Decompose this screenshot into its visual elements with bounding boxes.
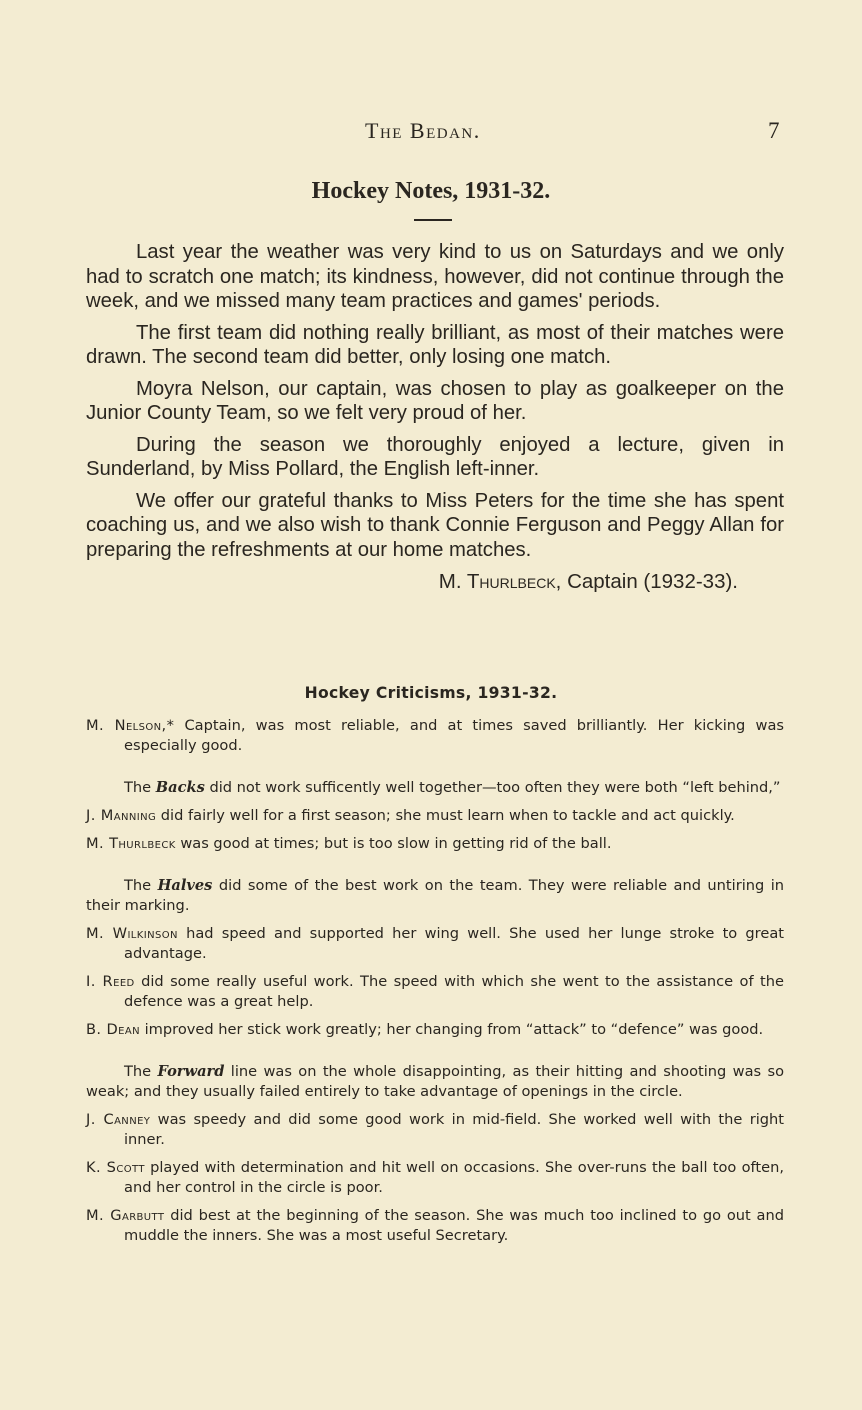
position-term: Backs [155, 779, 205, 796]
player-name: M. Nelson,* [86, 717, 175, 734]
player-comment: improved her stick work greatly; her changing from “attack” to “defence” was good. [144, 1021, 764, 1038]
backs-intro [86, 778, 784, 798]
notes-paragraph: Moyra Nelson, our captain, was chosen to play as goalkeeper on the Junior County Team, so we felt very proud of her. [86, 377, 784, 424]
player-comment: was speedy and did some good work in mid-field. She worked well with the right inner. [124, 1111, 784, 1148]
player-name: M. Garbutt [86, 1207, 165, 1224]
player-entry [86, 1110, 784, 1150]
player-comment: did fairly well for a first season; she must learn when to tackle and act quickly. [160, 807, 735, 824]
player-name: J. Canney [86, 1111, 151, 1128]
page-number: 7 [768, 118, 780, 143]
player-comment: did best at the beginning of the season. She was much too inclined to go out and muddle the inners. She was a most useful Secretary. [124, 1207, 785, 1244]
forwards-intro [86, 1062, 784, 1102]
player-name: M. Wilkinson [86, 925, 178, 942]
player-name: B. Dean [86, 1021, 140, 1038]
intro-text: line was on the whole disappointing, as their hitting and shooting was so weak; and they usually failed entirely to take advantage of openings in the circle. [86, 1063, 785, 1100]
player-entry [86, 1206, 784, 1246]
player-entry [86, 972, 784, 1012]
hockey-criticisms-title: Hockey Criticisms, 1931-32. [304, 684, 558, 702]
intro-lead: The [124, 779, 152, 796]
player-name: I. Reed [86, 973, 135, 990]
hockey-criticisms-body [86, 716, 784, 1254]
player-name: K. Scott [86, 1159, 145, 1176]
running-title: The Bedan. [365, 118, 481, 143]
player-entry [86, 924, 784, 964]
player-entry [86, 716, 784, 756]
intro-text: did some of the best work on the team. They were reliable and untiring in their marking. [86, 877, 785, 914]
player-entry [86, 1020, 784, 1040]
intro-lead: The [124, 877, 152, 894]
player-comment: was good at times; but is too slow in getting rid of the ball. [180, 835, 612, 852]
hockey-notes-title: Hockey Notes, 1931-32. [311, 178, 551, 204]
position-term: Halves [157, 877, 213, 894]
player-entry [86, 834, 784, 854]
notes-paragraph: During the season we thoroughly enjoyed a lecture, given in Sunderland, by Miss Pollard, the English left-inner. [86, 433, 784, 480]
hockey-notes-body [86, 240, 784, 594]
notes-paragraph: We offer our grateful thanks to Miss Peters for the time she has spent coaching us, and we also wish to thank Connie Ferguson and Peggy Allan for preparing the refreshments at our home matches. [86, 489, 784, 561]
notes-paragraph: Last year the weather was very kind to us on Saturdays and we only had to scratch one match; its kindness, however, did not continue through the week, and we missed many team practices and games' periods. [86, 241, 784, 312]
signature-name: M. Thurlbeck, [438, 570, 562, 593]
player-comment: Captain, was most reliable, and at times saved brilliantly. Her kicking was especially good. [124, 717, 784, 754]
player-comment: played with determination and hit well on occasions. She over-runs the ball too often, and her control in the circle is poor. [124, 1159, 785, 1196]
running-header [0, 118, 862, 148]
signature-role: Captain (1932-33). [567, 570, 738, 593]
intro-text: did not work sufficently well together—too often they were both “left behind,” [209, 779, 781, 796]
intro-lead: The [124, 1063, 152, 1080]
player-comment: did some really useful work. The speed with which she went to the assistance of the defence was a great help. [124, 973, 784, 1010]
player-entry [86, 1158, 784, 1198]
position-term: Forward [157, 1063, 225, 1080]
player-name: J. Manning [86, 807, 157, 824]
notes-signature [86, 570, 738, 594]
title-divider [414, 219, 452, 221]
player-comment: had speed and supported her wing well. She used her lunge stroke to great advantage. [124, 925, 784, 962]
halves-intro [86, 876, 784, 916]
player-name: M. Thurlbeck [86, 835, 176, 852]
player-entry [86, 806, 784, 826]
notes-paragraph: The first team did nothing really brilliant, as most of their matches were drawn. The second team did better, only losing one match. [86, 321, 784, 368]
